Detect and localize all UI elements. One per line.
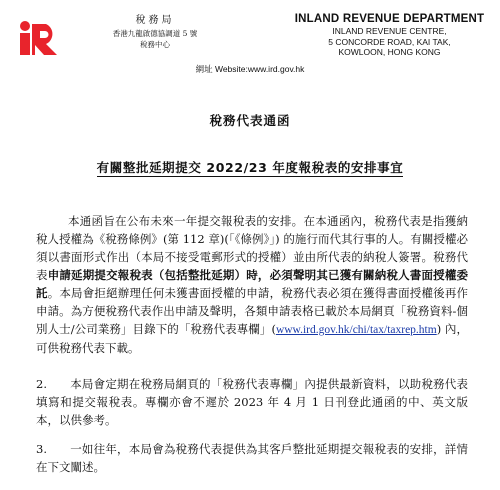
address-en-line-1: INLAND REVENUE CENTRE,	[332, 26, 447, 36]
paragraph-1-text-c: ) 內，可供稅務代表下載。	[36, 322, 468, 355]
address-en-line-2: 5 CONCORDE ROAD, KAI TAK,	[328, 36, 451, 47]
paragraph-2-text: 本局會定期在稅務局網頁的「稅務代表專欄」內提供最新資料，以助稅務代表填寫和提交報稅表。專欄亦會不遲於 2023 年 4 月 1 日刊登此通函的中、英文版本，以供參考。	[36, 377, 468, 427]
document-subject	[0, 158, 500, 176]
address-zh-line-2: 稅務中心	[140, 40, 170, 49]
tax-rep-link[interactable]: www.ird.gov.hk/chi/tax/taxrep.htm	[275, 324, 437, 336]
header-english	[292, 12, 487, 58]
paragraph-1	[36, 212, 468, 357]
paragraph-3	[36, 440, 468, 476]
paragraph-1-text-b: 。本局會拒絕辦理任何未獲書面授權的申請，稅務代表必須在獲得書面授權後再作申請。為方便稅務代表作出申請及聲明，各類申請表格已載於本局網頁「稅務資料-個別人士/公司業務」目錄下的「稅務代表專欄」(	[36, 286, 469, 336]
ird-logo-icon	[18, 20, 58, 56]
document-title: 稅務代表通函	[209, 113, 291, 128]
header-chinese	[100, 14, 210, 50]
paragraph-1-text-a: 本通函旨在公布未來一年提交報稅表的安排。在本通函內，稅務代表是指獲納稅人授權為《稅務條例》(第 112 章)(「《條例》」) 的施行而代其行事的人。有關授權必須以書面形式作出（本局不接受電郵形式的授權）並由所代表的納稅人簽署。稅務代表	[36, 214, 468, 282]
paragraph-3-text: 一如往年，本局會為稅務代表提供為其客戶整批延期提交報稅表的安排，詳情在下文闡述。	[36, 442, 468, 474]
website-line: 網址 Website:www.ird.gov.hk	[195, 64, 305, 74]
department-name-zh: 稅務局	[135, 15, 175, 26]
paragraph-2	[36, 375, 468, 429]
paragraph-1-bold-text: 申請延期提交報稅表（包括整批延期）時，必須聲明其已獲有關納稅人書面授權委託	[36, 268, 469, 300]
address-en-line-3: KOWLOON, HONG KONG	[338, 47, 441, 57]
address-zh-line-1: 香港九龍啟德協調道 5 號	[112, 29, 198, 38]
paragraph-3-number: 3.	[36, 442, 47, 456]
department-name-en: INLAND REVENUE DEPARTMENT	[294, 13, 485, 25]
document-subject-text: 有關整批延期提交 2022/23 年度報稅表的安排事宜	[96, 160, 404, 175]
paragraph-2-number: 2.	[36, 377, 47, 391]
